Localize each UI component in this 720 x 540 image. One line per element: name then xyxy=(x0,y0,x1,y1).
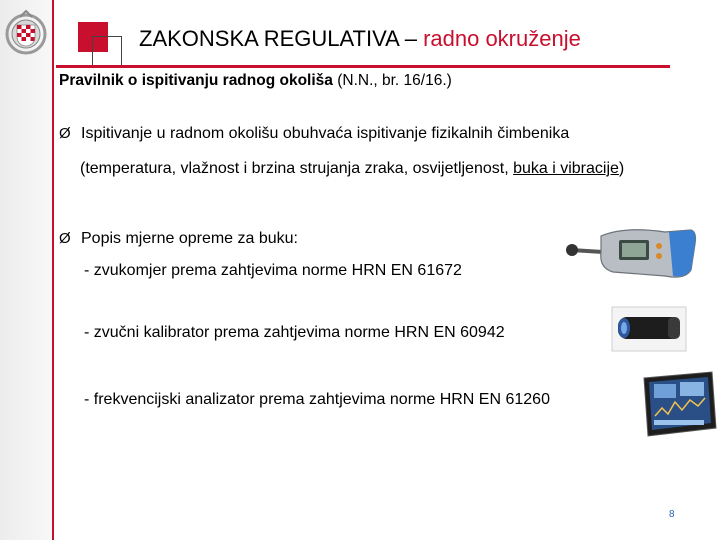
regulation-reference xyxy=(59,72,452,90)
bullet-scope xyxy=(59,125,569,143)
bullet-equipment xyxy=(59,230,298,248)
page-number: 8 xyxy=(669,509,675,520)
slide-title xyxy=(139,26,581,52)
left-sidebar xyxy=(0,0,54,540)
factors-close-paren: ) xyxy=(618,160,625,177)
bullet-arrow-icon: Ø xyxy=(59,230,71,247)
title-decoration xyxy=(76,20,126,70)
frequency-analyzer-tablet-icon xyxy=(640,370,718,438)
university-logo-icon xyxy=(4,8,48,60)
equipment-item-analyzer: - frekvencijski analizator prema zahtjevima norme HRN EN 61260 xyxy=(84,391,550,408)
factors-list: (temperatura, vlažnost i brzina strujanja zraka, osvijetljenost, xyxy=(80,160,514,177)
sound-level-meter-icon xyxy=(565,222,700,284)
bullet-scope-text: Ispitivanje u radnom okolišu obuhvaća ispitivanje fizikalnih čimbenika xyxy=(81,125,570,142)
equipment-heading: Popis mjerne opreme za buku: xyxy=(81,230,298,247)
bullet-scope-continuation xyxy=(80,160,624,178)
bullet-arrow-icon: Ø xyxy=(59,125,71,142)
title-main: ZAKONSKA REGULATIVA – xyxy=(139,26,424,51)
equipment-item-calibrator: - zvučni kalibrator prema zahtjevima norme HRN EN 60942 xyxy=(84,324,505,341)
factors-noise-vibration: buka i vibracije xyxy=(513,160,619,177)
regulation-gazette: (N.N., br. 16/16.) xyxy=(332,72,452,89)
title-underline xyxy=(56,65,670,68)
outline-square xyxy=(92,36,122,66)
regulation-name: Pravilnik o ispitivanju radnog okoliša xyxy=(59,72,333,89)
equipment-item-sound-level-meter: - zvukomjer prema zahtjevima norme HRN EN 61672 xyxy=(84,262,462,279)
title-highlight: radno okruženje xyxy=(423,26,581,51)
acoustic-calibrator-icon xyxy=(610,305,688,353)
